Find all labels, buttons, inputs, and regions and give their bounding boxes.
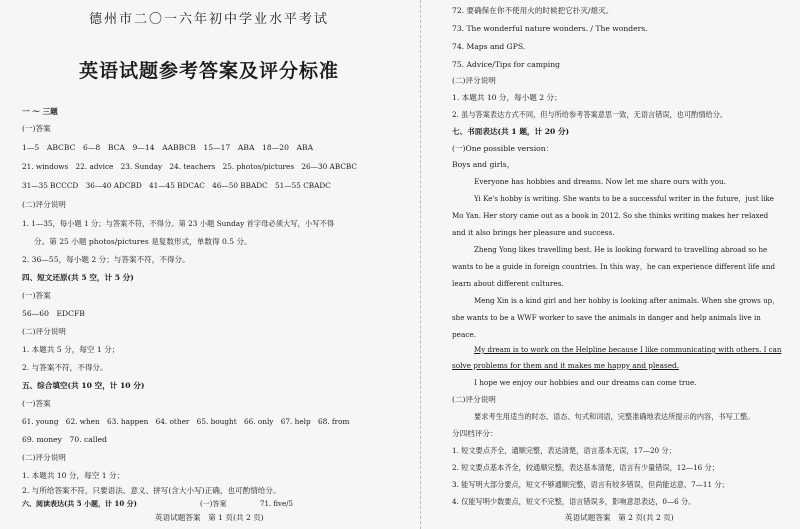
scoring-tier-2: 2. 短文要点基本齐全，较通顺完整，表达基本清楚，语言有少量错误，12—16 分； <box>452 463 719 472</box>
page-footer-2: 英语试题答案 第 2 页(共 2 页) <box>565 513 674 522</box>
essay-line: Zheng Yong likes travelling best. He is looking forward to travelling abroad so he <box>474 245 768 254</box>
scoring-rule-2: 2. 与答案不符，不得分。 <box>22 363 108 372</box>
answer-label: (一)答案 <box>22 399 51 408</box>
answer-74: 74. Maps and GPS. <box>452 42 526 51</box>
scoring-rule-1: 1. 1—35，每小题 1 分；与答案不符，不得分。第 23 小题 Sunday 首字母必须大写，小写不得 <box>22 219 335 228</box>
answer-line-31-55: 31—35 BCCCD 36—40 ADCBD 41—45 BDCAC 46—50 BBADC 51—55 CBADC <box>22 181 331 190</box>
section-heading-7: 七、书面表达(共 1 题，计 20 分) <box>452 127 570 136</box>
answer-75: 75. Advice/Tips for camping <box>452 60 560 69</box>
answer-label: (一)答案 <box>22 291 51 300</box>
scoring-rule-2: 2. 虽与答案表达方式不同，但与所给参考答案意思一致，无语言错误，也可酌情给分。 <box>452 110 728 119</box>
essay-line: she wants to be a WWF worker to save the animals in danger and help animals live in <box>452 313 761 322</box>
scoring-rule-1-cont: 分。第 25 小题 photos/pictures 是复数形式，单数得 0.5 分。 <box>34 237 252 246</box>
essay-closing: I hope we enjoy our hobbies and our dreams can come true. <box>474 378 697 387</box>
answer-72: 72. 要确保在你不使用火的时候把它扑灭/熄灭。 <box>452 6 614 15</box>
essay-line: Everyone has hobbies and dreams. Now let me share ours with you. <box>474 177 726 186</box>
essay-line: Mo Yan. Her story came out as a book in 2012. So she thinks writing makes her relaxed <box>452 211 769 220</box>
scoring-label: (二)评分说明 <box>22 327 66 336</box>
section-heading-6: 六、阅读表达(共 5 小题，计 10 分) <box>22 499 137 508</box>
scoring-tier-4: 4. 仅能写明少数要点，短文不完整，语言错误多，影响意思表达，0—6 分。 <box>452 497 696 506</box>
page-divider <box>420 0 429 529</box>
answer-line-69-70: 69. money 70. called <box>22 435 108 444</box>
scoring-label: (二)评分说明 <box>22 200 66 209</box>
essay-line: peace. <box>452 330 477 339</box>
answer-label: (一)答案 <box>200 500 227 508</box>
scoring-rule-1: 1. 本题共 10 分，每小题 2 分； <box>452 93 562 102</box>
scoring-rule-2: 2. 与所给答案不符，只要语法、意义、拼写(含大小写)正确，也可酌情给分。 <box>22 486 281 495</box>
page-footer-1: 英语试题答案 第 1 页(共 2 页) <box>155 513 264 522</box>
essay-line: Meng Xin is a kind girl and her hobby is looking after animals. When she grows up， <box>474 296 780 305</box>
scoring-rule-1: 1. 本题共 5 分，每空 1 分； <box>22 345 120 354</box>
answer-line-1-20: 1—5 ABCBC 6—8 BCA 9—14 AABBCB 15—17 ABA 18—20 ABA <box>22 143 314 152</box>
scoring-label: (二)评分说明 <box>452 76 496 85</box>
essay-line-underlined: solve problems for them and it makes me happy and pleased. <box>452 361 680 370</box>
scoring-tier-3: 3. 能写明大部分要点，短文不够通顺完整，语言有较多错误，但尚能达意，7—11 分； <box>452 480 729 489</box>
answer-page-2 <box>430 0 800 529</box>
section-heading-4: 四、短文还原(共 5 空，计 5 分) <box>22 273 134 282</box>
scoring-tiers-label: 分四档评分： <box>452 429 498 438</box>
essay-line-underlined: My dream is to work on the Helpline because I like communicating with others. I can <box>474 345 782 354</box>
essay-line: wants to be a guide in foreign countries. In this way，he can experience different life and <box>452 262 776 271</box>
document-title: 英语试题参考答案及评分标准 <box>78 60 339 82</box>
essay-greeting: Boys and girls， <box>452 160 515 169</box>
essay-line: learn about different cultures. <box>452 279 564 288</box>
scoring-requirement: 要求考生用适当的时态、语态、句式和词语，完整准确地表达所提示的内容，书写工整。 <box>474 412 755 421</box>
scoring-tier-1: 1. 短文要点齐全，通顺完整，表达清楚，语言基本无误，17—20 分； <box>452 446 676 455</box>
section-heading-5: 五、综合填空(共 10 空，计 10 分) <box>22 381 145 390</box>
essay-line: and it also brings her pleasure and success. <box>452 228 615 237</box>
scoring-label: (二)评分说明 <box>452 395 496 404</box>
scoring-rule-1: 1. 本题共 10 分，每空 1 分； <box>22 471 125 480</box>
answer-line-61-68: 61. young 62. when 63. happen 64. other 65. bought 66. only 67. help 68. from <box>22 417 350 426</box>
scoring-rule-2: 2. 36—55，每小题 2 分；与答案不符，不得分。 <box>22 255 190 264</box>
essay-line: Yi Ke's hobby is writing. She wants to be a successful writer in the future，just like <box>474 194 774 203</box>
exam-title: 德州市二〇一六年初中学业水平考试 <box>88 12 329 27</box>
answer-line-21-30: 21. windows 22. advice 23. Sunday 24. teachers 25. photos/pictures 26—30 ABCBC <box>22 162 357 171</box>
answer-line-56-60: 56—60 EDCFB <box>22 309 85 318</box>
answer-71: 71. five/5 <box>260 500 293 508</box>
scoring-label: (二)评分说明 <box>22 453 66 462</box>
section-heading-1-3: 一 ～ 三题 <box>22 107 58 116</box>
answer-73: 73. The wonderful nature wonders. / The wonders. <box>452 24 648 33</box>
answer-label: (一)答案 <box>22 124 51 133</box>
sample-version-label: (一)One possible version： <box>452 144 554 153</box>
